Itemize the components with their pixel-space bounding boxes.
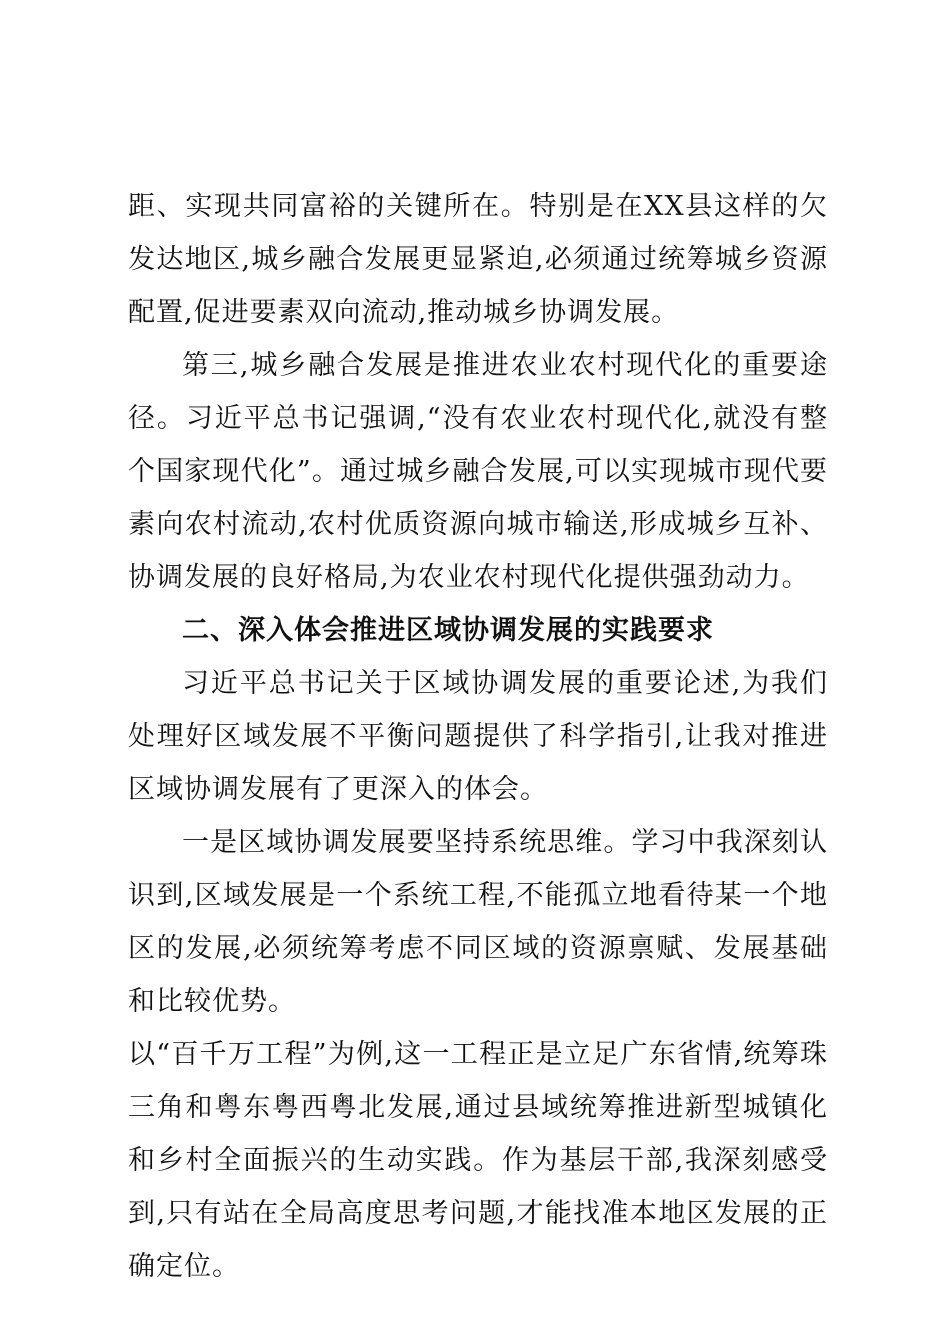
paragraph-third-point: 第三,城乡融合发展是推进农业农村现代化的重要途径。习近平总书记强调,“没有农业农村现代化,就没有整个国家现代化”。通过城乡融合发展,可以实现城市现代要素向农村流动,农村优质资源向城市输送,形成城乡互补、协调发展的良好格局,为农业农村现代化提供强劲动力。 — [128, 350, 828, 593]
paragraph-intro: 习近平总书记关于区域协调发展的重要论述,为我们处理好区域发展不平衡问题提供了科学指引,让我对推进区域协调发展有了更深入的体会。 — [128, 668, 828, 805]
paragraph-point-one: 一是区域协调发展要坚持系统思维。学习中我深刻认识到,区域发展是一个系统工程,不能孤立地看待某一个地区的发展,必须统筹考虑不同区域的资源禀赋、发展基础和比较优势。 — [128, 827, 828, 1017]
paragraph-continuation: 距、实现共同富裕的关键所在。特别是在XX县这样的欠发达地区,城乡融合发展更显紧迫,必须通过统筹城乡资源配置,促进要素双向流动,推动城乡协调发展。 — [128, 191, 828, 328]
paragraph-example: 以“百千万工程”为例,这一工程正是立足广东省情,统筹珠三角和粤东粤西粤北发展,通过县域统筹推进新型城镇化和乡村全面振兴的生动实践。作为基层干部,我深刻感受到,只有站在全局高度思考问题,才能找准本地区发展的正确定位。 — [128, 1039, 828, 1282]
document-body — [128, 180, 828, 1293]
section-heading: 二、深入体会推进区域协调发展的实践要求 — [182, 615, 714, 646]
